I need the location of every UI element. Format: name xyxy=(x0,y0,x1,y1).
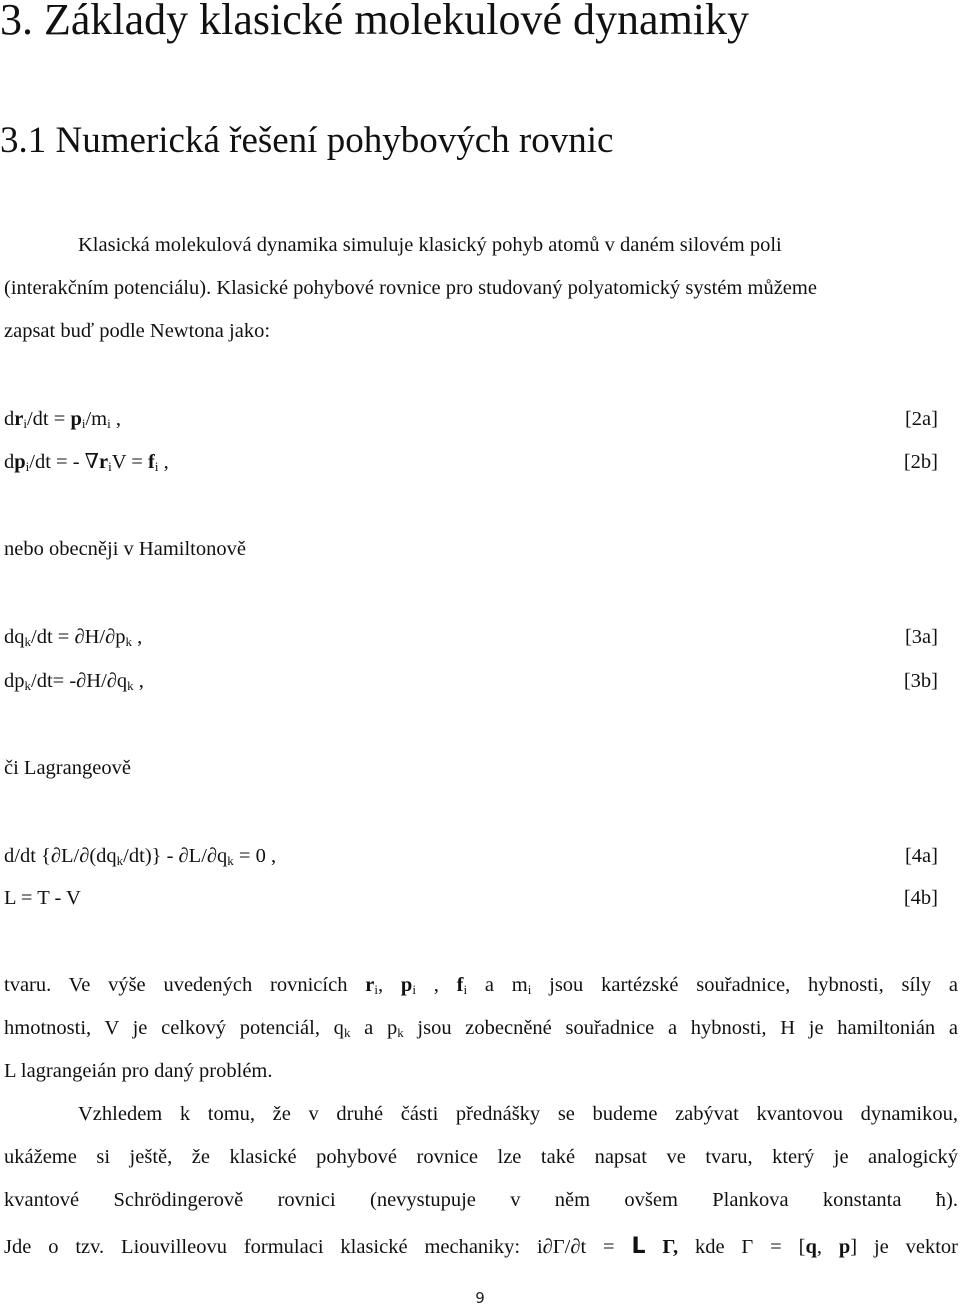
text-lagrange: či Lagrangeově xyxy=(4,757,131,779)
equation-2a-tag: [2a] xyxy=(904,408,938,430)
intro-line-2: (interakčním potenciálu). Klasické pohybové rovnice pro studovaný polyatomický systém můžeme xyxy=(4,277,817,299)
para2-line-2: hmotnosti, V je celkový potenciál, $q_k$ a $p_k$ jsou zobecněné souřadnice a hybnosti, H je hamiltonián a xyxy=(4,1017,958,1040)
para3-line-3: kvantové Schrödingerově rovnici (nevystupuje v něm ovšem Plankova konstanta ħ). xyxy=(4,1189,958,1211)
para3-line-1: Vzhledem k tomu, že v druhé části přednášky se budeme zabývat kvantovou dynamikou, xyxy=(78,1103,958,1125)
equation-2b: $dp_i/dt$ = - $\nabla r_iV = f_i$ , xyxy=(4,451,169,474)
equation-3b-tag: [3b] xyxy=(903,670,938,692)
para3-line-2: ukážeme si ještě, že klasické pohybové rovnice lze také napsat ve tvaru, který je analogický xyxy=(4,1146,958,1168)
page-number: 9 xyxy=(475,1289,485,1307)
para2-line-1: tvaru. Ve výše uvedených rovnicích $r_i$, $p_i$ , $f_i$ a $m_i$ jsou kartézské souřadnice, hybnosti, síly a xyxy=(4,974,959,997)
intro-line-1: Klasická molekulová dynamika simuluje klasický pohyb atomů v daném silovém poli xyxy=(78,234,782,256)
equation-3a-tag: [3a] xyxy=(904,626,938,648)
para2-line-3: L lagrangeián pro daný problém. xyxy=(4,1060,273,1082)
equation-3b: $dp_k/dt= -\partial H/\partial q_k$ , xyxy=(4,670,144,693)
intro-line-3: zapsat buď podle Newtona jako: xyxy=(4,320,271,342)
equation-3a: $dq_k/dt = \partial H/\partial p_k$ , xyxy=(4,626,143,649)
equation-4a: d/dt $\{\partial L/\partial(dq_k/dt)\} - \partial L/\partial q_k = 0$ , xyxy=(4,845,277,868)
text-hamilton: nebo obecněji v Hamiltonově xyxy=(4,538,246,560)
para3-line-4: Jde o tzv. Liouvilleovu formulaci klasické mechaniky: i∂Γ/∂t = L Γ, kde Γ = [q, p] je vektor xyxy=(4,1234,959,1259)
equation-2a: $dr_i/dt = p_i/m_i$ , xyxy=(4,408,121,431)
equation-2b-tag: [2b] xyxy=(903,451,938,473)
chapter-heading: 3. Základy klasické molekulové dynamiky xyxy=(0,0,750,44)
equation-4a-tag: [4a] xyxy=(904,845,938,867)
section-heading: 3.1 Numerická řešení pohybových rovnic xyxy=(0,120,614,161)
equation-4b: L = T - V xyxy=(4,887,81,909)
equation-4b-tag: [4b] xyxy=(903,887,938,909)
